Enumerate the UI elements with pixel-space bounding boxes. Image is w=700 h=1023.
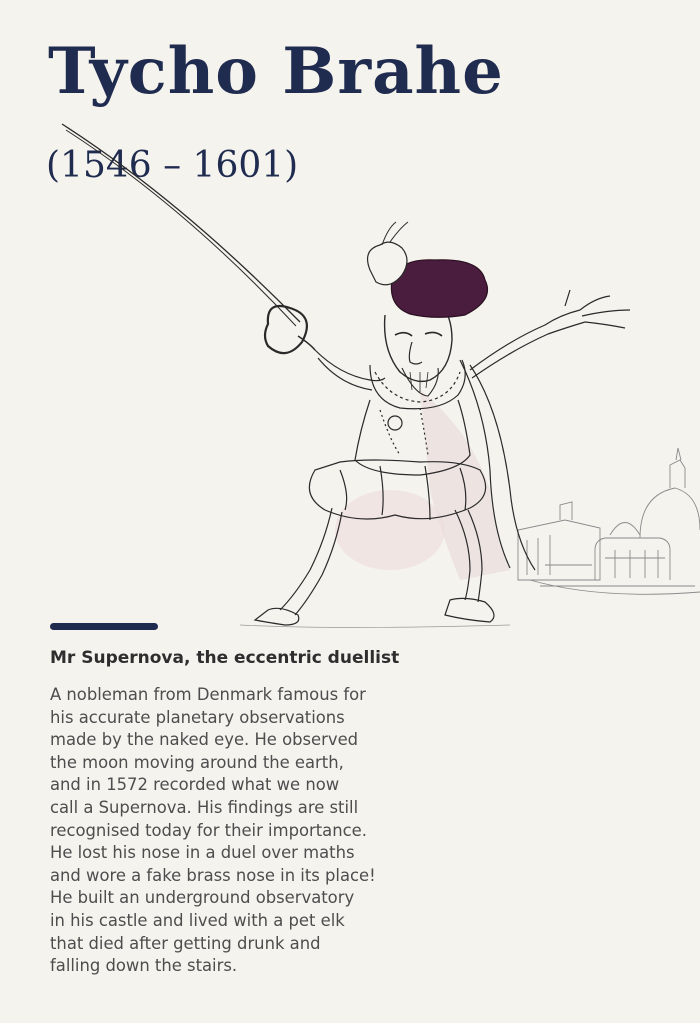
section-subtitle: Mr Supernova, the eccentric duellist — [50, 648, 400, 668]
castle-observatory-icon — [518, 448, 700, 594]
bio-line: in his castle and lived with a pet elk — [50, 910, 345, 930]
bio-line: the moon moving around the earth, — [50, 752, 344, 772]
bio-line: recognised today for their importance. — [50, 820, 367, 840]
bio-line: his accurate planetary observations — [50, 707, 345, 727]
life-dates: (1546 – 1601) — [46, 145, 299, 186]
tycho-brahe-illustration — [40, 110, 700, 640]
bio-line: falling down the stairs. — [50, 956, 238, 976]
bio-line: that died after getting drunk and — [50, 933, 321, 953]
bio-line: call a Supernova. His findings are still — [50, 797, 359, 817]
accent-bar — [50, 623, 158, 630]
bio-line: and wore a fake brass nose in its place! — [50, 865, 376, 885]
bio-line: He lost his nose in a duel over maths — [50, 843, 355, 863]
bio-line: made by the naked eye. He observed — [50, 730, 359, 750]
bio-line: He built an underground observatory — [50, 888, 355, 908]
sword-icon — [62, 124, 315, 353]
page-title: Tycho Brahe — [48, 34, 504, 109]
hat-icon — [368, 222, 488, 317]
bio-line: and in 1572 recorded what we now — [50, 775, 340, 795]
biography-text — [50, 684, 430, 978]
bio-line: A nobleman from Denmark famous for — [50, 685, 366, 704]
